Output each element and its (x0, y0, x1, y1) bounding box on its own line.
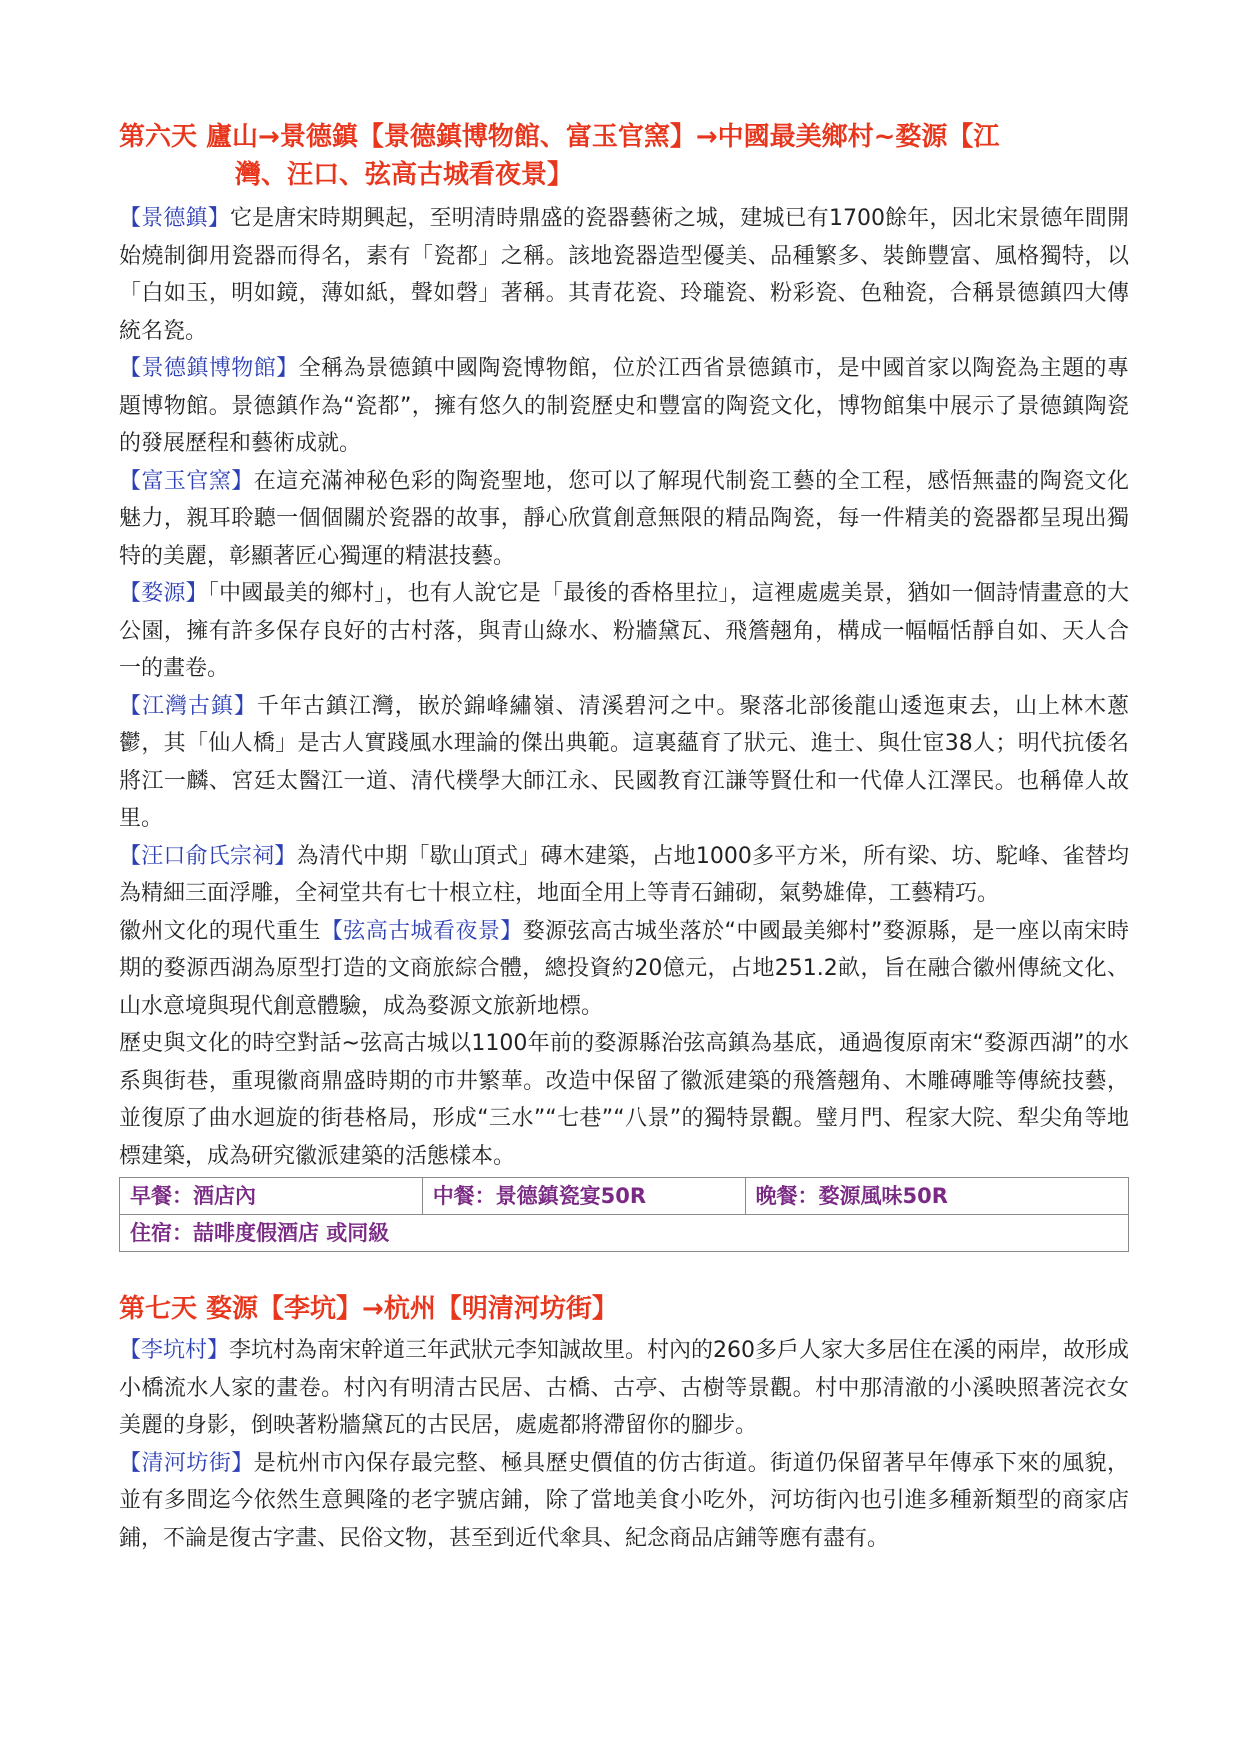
day6-para-jingdezhen (119, 200, 1129, 350)
para-text: 為清代中期「歇山頂式」磚木建築，占地1000多平方米，所有梁、坊、駝峰、雀替均為精細三面浮雕，全祠堂共有七十根立柱，地面全用上等青石鋪砌，氣勢雄偉，工藝精巧。 (119, 843, 1129, 906)
table-row (120, 1215, 1129, 1252)
day6-title (119, 118, 1129, 194)
day6-para-jiangwan (119, 688, 1129, 838)
para-tag: 【江灣古鎮】 (119, 693, 257, 719)
day6-para-wangkou (119, 838, 1129, 913)
para-tag: 【婺源】 (119, 581, 208, 606)
day7-title: 第七天 婺源【李坑】→杭州【明清河坊街】 (119, 1294, 618, 1324)
day6-title-line2: 灣、汪口、弦高古城看夜景】 (235, 160, 574, 190)
lodging-cell: 住宿：喆啡度假酒店 或同級 (120, 1215, 1129, 1252)
breakfast-cell: 早餐：酒店內 (120, 1178, 423, 1215)
day6-meals-table (119, 1177, 1129, 1252)
para-text: 李坑村為南宋幹道三年武狀元李知誠故里。村內的260多戶人家大多居住在溪的兩岸，故形成小橋流水人家的畫卷。村內有明清古民居、古橋、古亭、古樹等景觀。村中那清澈的小溪映照著浣衣女美麗的身影，倒映著粉牆黛瓦的古民居，處處都將滯留你的腳步。 (119, 1338, 1130, 1438)
para-text: 婺源弦高古城坐落於“中國最美鄉村”婺源縣，是一座以南宋時期的婺源西湖為原型打造的文商旅綜合體，總投資約20億元，占地251.2畝，旨在融合徽州傳統文化、山水意境與現代創意體驗，成為婺源文旅新地標。 (119, 918, 1129, 1019)
day6-para-history (119, 1025, 1129, 1175)
para-text: 歷史與文化的時空對話~弦高古城以1100年前的婺源縣治弦高鎮為基底，通過復原南宋“婺源西湖”的水系與街巷，重現徽商鼎盛時期的市井繁華。改造中保留了徽派建築的飛簷翹角、木雕磚雕等傳統技藝，並復原了曲水迴旋的街巷格局，形成“三水”“七巷”“八景”的獨特景觀。璧月門、程家大院、犁尖角等地標建築，成為研究徽派建築的活態樣本。 (119, 1031, 1129, 1169)
itinerary-page (119, 118, 1129, 1557)
day6-para-xiangao (119, 913, 1129, 1026)
para-tag: 【景德鎮博物館】 (119, 356, 299, 381)
day6-para-fuyu-kiln (119, 463, 1129, 576)
table-row (120, 1178, 1129, 1215)
dinner-cell: 晚餐：婺源風味50R (745, 1178, 1128, 1215)
para-tag: 【汪口俞氏宗祠】 (119, 843, 297, 869)
day6-para-museum (119, 350, 1129, 463)
para-text: 是杭州市內保存最完整、極具歷史價值的仿古街道。街道仍保留著早年傳承下來的風貌，並有多間迄今依然生意興隆的老字號店鋪，除了當地美食小吃外，河坊街內也引進多種新類型的商家店鋪，不論是復古字畫、民俗文物，甚至到近代傘具、紀念商品店鋪等應有盡有。 (119, 1450, 1129, 1551)
day6-title-line1: 第六天 廬山→景德鎮【景德鎮博物館、富玉官窯】→中國最美鄉村~婺源【江 (119, 122, 1000, 152)
day7-para-likeng (119, 1332, 1129, 1445)
para-tag: 【李坑村】 (119, 1338, 230, 1363)
para-pre: 徽州文化的現代重生 (119, 918, 321, 944)
day6-para-wuyuan (119, 575, 1129, 688)
para-text: 千年古鎮江灣，嵌於錦峰繡嶺、清溪碧河之中。聚落北部後龍山逶迤東去，山上林木蔥鬱，其「仙人橋」是古人實踐風水理論的傑出典範。這裏蘊育了狀元、進士、與仕宦38人；明代抗倭名將江一麟、宮廷太醫江一道、清代樸學大師江永、民國教育江謙等賢仕和一代偉人江澤民。也稱偉人故里。 (119, 693, 1129, 831)
para-tag: 【弦高古城看夜景】 (320, 918, 523, 944)
day7-para-qinghefang (119, 1445, 1129, 1558)
para-text: 在這充滿神秘色彩的陶瓷聖地，您可以了解現代制瓷工藝的全工程，感悟無盡的陶瓷文化魅力，親耳聆聽一個個關於瓷器的故事，靜心欣賞創意無限的精品陶瓷，每一件精美的瓷器都呈現出獨特的美麗，彰顯著匠心獨運的精湛技藝。 (119, 468, 1129, 569)
para-tag: 【景德鎮】 (119, 206, 230, 231)
para-tag: 【清河坊街】 (119, 1450, 254, 1476)
para-text: 它是唐宋時期興起，至明清時鼎盛的瓷器藝術之城，建城已有1700餘年，因北宋景德年間開始燒制御用瓷器而得名，素有「瓷都」之稱。該地瓷器造型優美、品種繁多、裝飾豐富、風格獨特，以「白如玉，明如鏡，薄如紙，聲如磬」著稱。其青花瓷、玲瓏瓷、粉彩瓷、色釉瓷，合稱景德鎮四大傳統名瓷。 (119, 206, 1129, 344)
para-text: 「中國最美的鄉村」，也有人說它是「最後的香格里拉」，這裡處處美景，猶如一個詩情畫意的大公園，擁有許多保存良好的古村落，與青山綠水、粉牆黛瓦、飛簷翹角，構成一幅幅恬靜自如、天人合一的畫卷。 (119, 581, 1129, 681)
para-text: 全稱為景德鎮中國陶瓷博物館，位於江西省景德鎮市，是中國首家以陶瓷為主題的專題博物館。景德鎮作為“瓷都”，擁有悠久的制瓷歷史和豐富的陶瓷文化，博物館集中展示了景德鎮陶瓷的發展歷程和藝術成就。 (119, 356, 1129, 456)
para-tag: 【富玉官窯】 (119, 468, 254, 494)
lunch-cell: 中餐：景德鎮瓷宴50R (422, 1178, 745, 1215)
